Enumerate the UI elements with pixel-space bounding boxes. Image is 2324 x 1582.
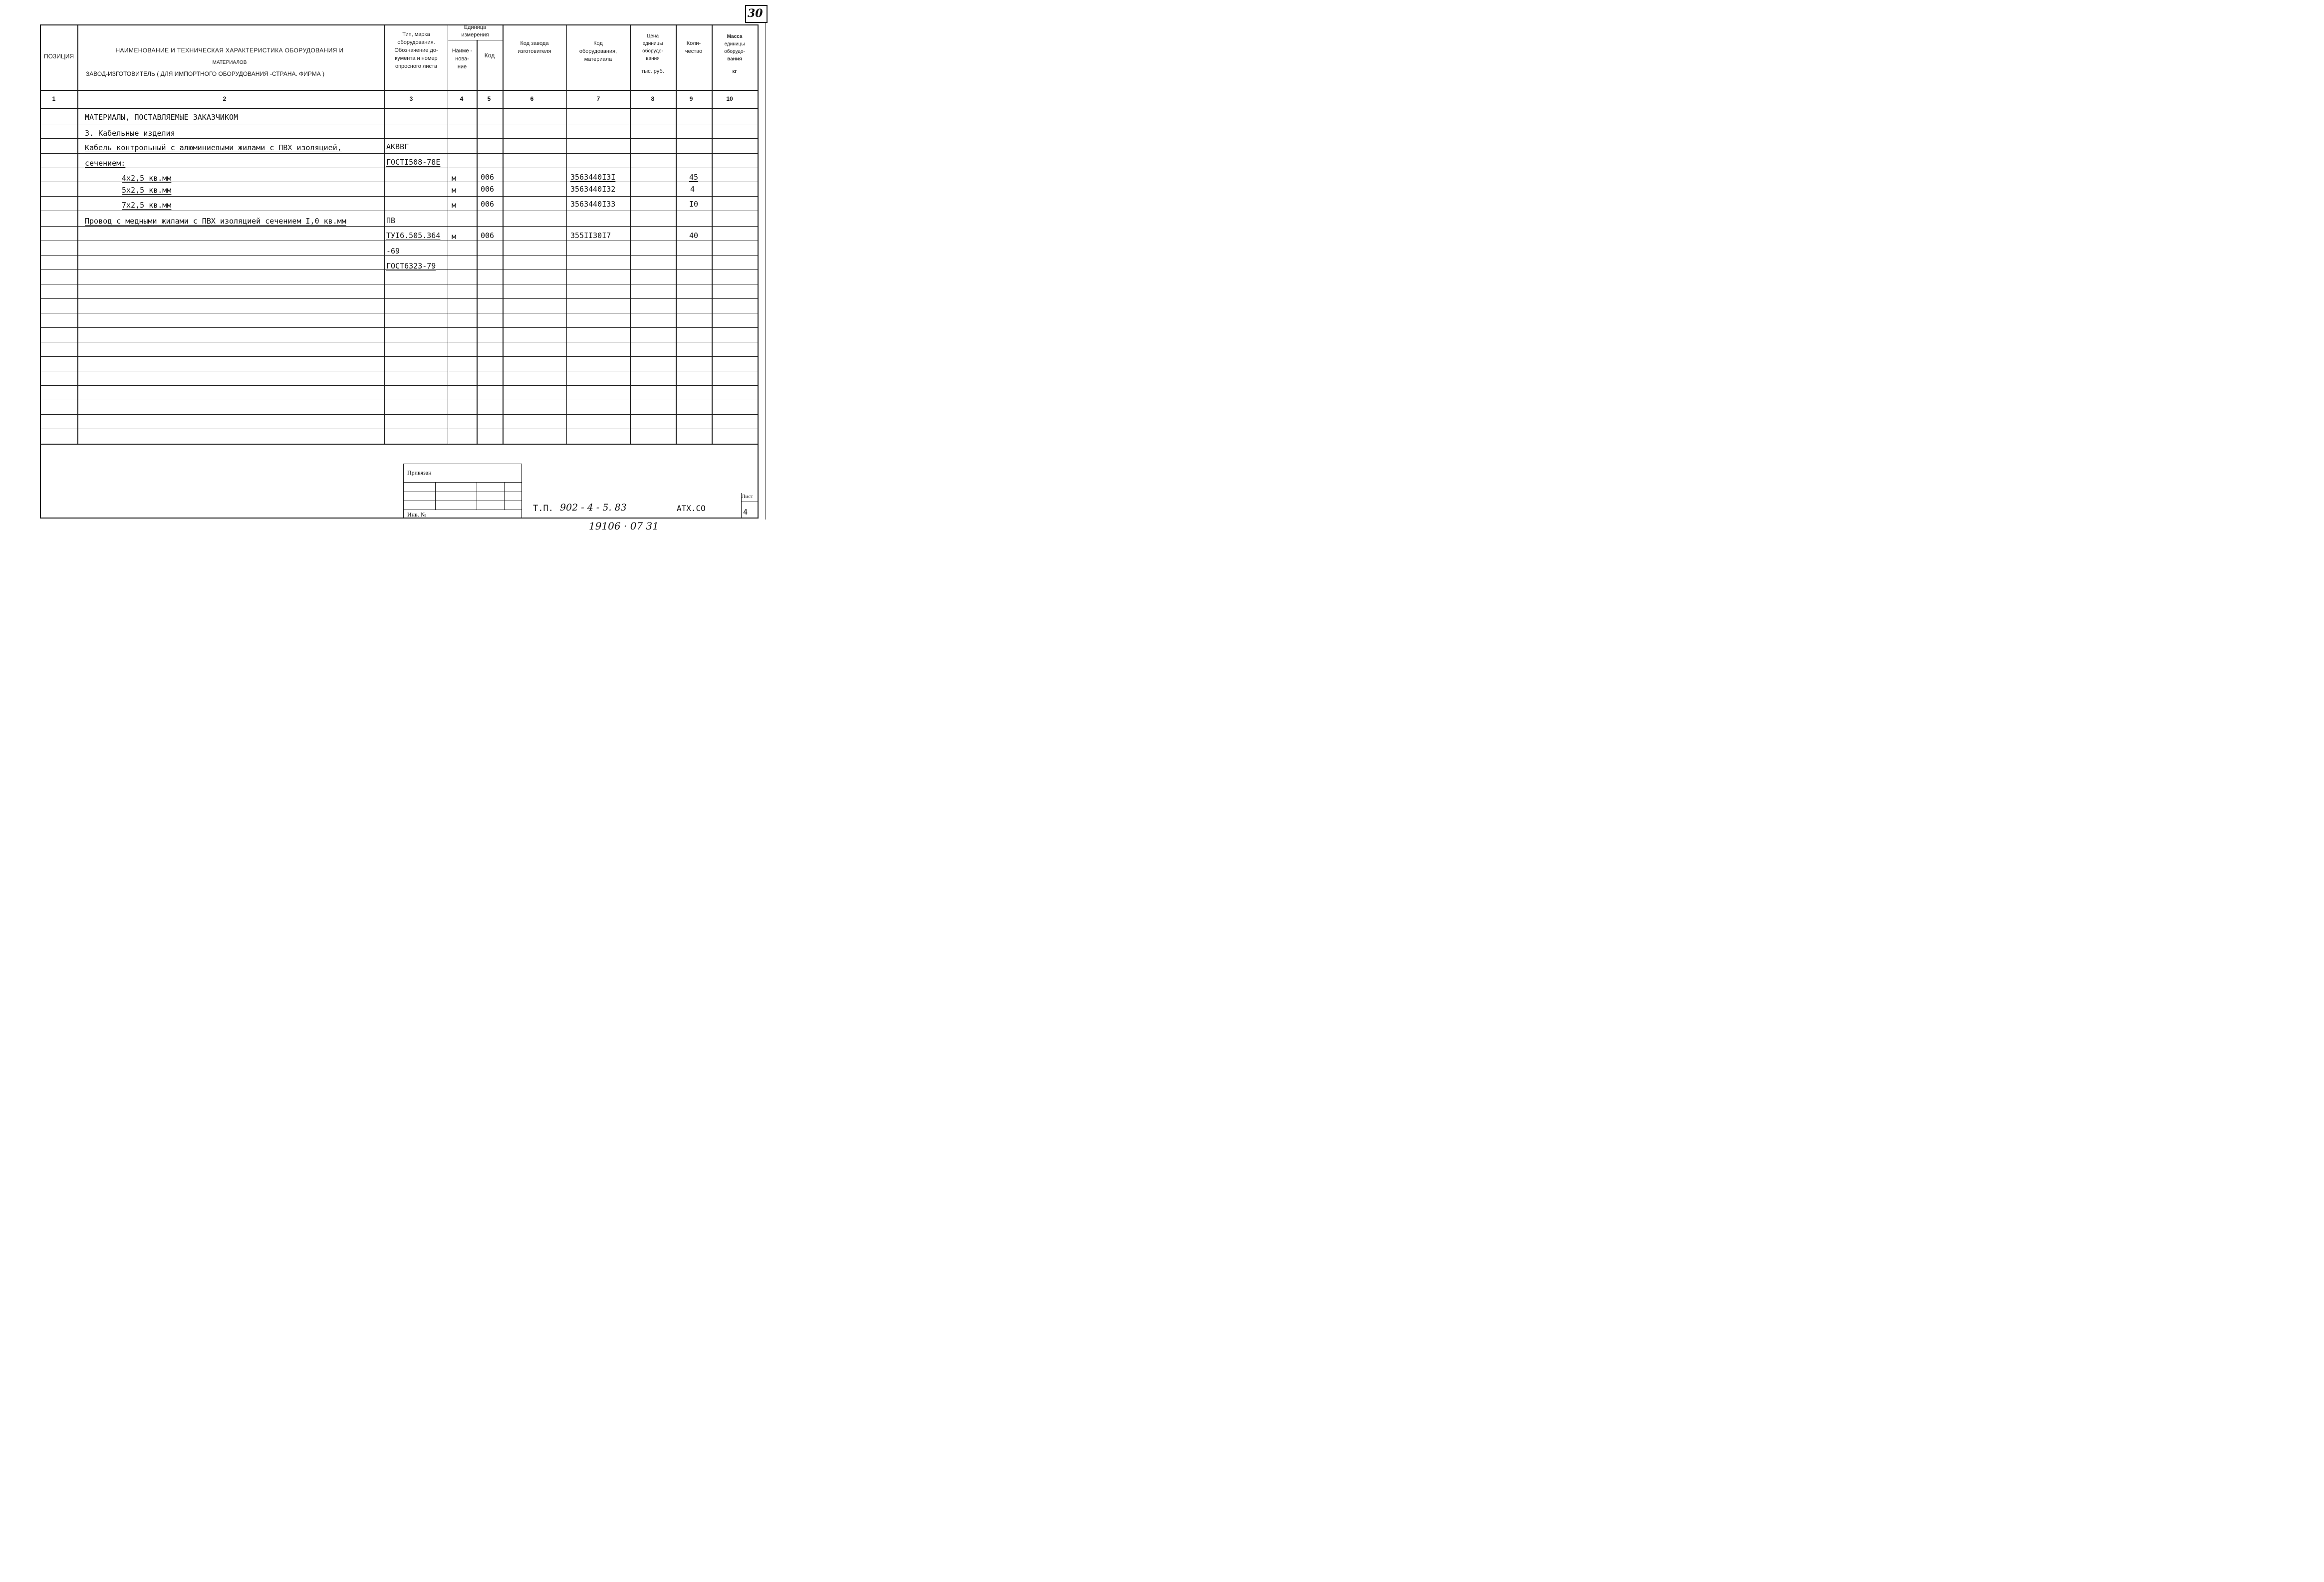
item-code: 3563440I32 <box>570 185 616 194</box>
row-line <box>40 327 759 328</box>
wire-type: ПВ <box>386 216 396 225</box>
col-line <box>566 24 567 445</box>
column-number: 7 <box>596 95 600 102</box>
column-number: 5 <box>487 95 491 102</box>
header-price-3: оборудо- <box>642 48 663 54</box>
col-line <box>503 24 504 445</box>
header-price-2: единицы <box>642 41 663 46</box>
cable-type: АКВВГ <box>386 142 409 151</box>
item-unit: м <box>452 174 457 183</box>
cable-section-label: сечением: <box>85 159 126 168</box>
header-price-1: Цена <box>646 33 659 39</box>
col-line <box>676 24 677 445</box>
item-name: 5х2,5 кв.мм <box>122 186 172 195</box>
column-number: 4 <box>460 95 464 102</box>
row-line <box>40 138 759 139</box>
wire-gost: ГОСТ6323-79 <box>386 262 436 270</box>
stamp-tp-number: 902 - 4 - 5. 83 <box>560 502 627 513</box>
header-qty-1: Коли- <box>686 40 701 46</box>
stamp-inv: Инв. № <box>407 511 427 518</box>
item-unit-code: 006 <box>481 200 495 209</box>
col-line <box>477 40 478 445</box>
header-equip-code-2: оборудования, <box>579 48 617 54</box>
col-line <box>630 24 631 445</box>
header-mass-4: вания <box>727 56 742 62</box>
header-equip-code-3: материала <box>584 56 612 62</box>
item-name: 7х2,5 кв.мм <box>122 201 172 210</box>
header-mass-2: единицы <box>724 41 745 47</box>
column-number: 2 <box>223 95 227 102</box>
item-qty: 4 <box>690 185 695 194</box>
stamp-line <box>435 482 436 510</box>
header-name-line3: ЗАВОД-ИЗГОТОВИТЕЛЬ ( ДЛЯ ИМПОРТНОГО ОБОРУДОВАНИЯ -СТРАНА. ФИРМА ) <box>86 70 325 77</box>
header-qty-2: чество <box>685 48 703 54</box>
wire-qty: 40 <box>689 231 699 240</box>
header-type-3: Обозначение до- <box>394 47 438 53</box>
item-name: 4х2,5 кв.мм <box>122 174 172 183</box>
row-line <box>40 226 759 227</box>
wire-tu-continued: -69 <box>386 247 400 256</box>
column-number: 8 <box>651 95 655 102</box>
item-qty: 45 <box>689 173 699 182</box>
column-number: 1 <box>52 95 56 102</box>
column-number: 6 <box>530 95 534 102</box>
col-line <box>77 24 78 445</box>
stamp-doc-code: АТХ.СО <box>677 504 706 513</box>
header-price-4: вания <box>646 56 660 61</box>
header-type-2: оборудования. <box>397 39 435 45</box>
bottom-handwritten-number: 19106 · 07 31 <box>589 520 659 532</box>
item-code: 3563440I3I <box>570 173 616 182</box>
row-line <box>40 414 759 415</box>
header-type-1: Тип, марка <box>402 31 430 37</box>
colnum-divider <box>40 108 759 109</box>
header-mass-5: кг <box>732 69 737 74</box>
wire-unit-code: 006 <box>481 231 495 240</box>
row-line <box>40 385 759 386</box>
cable-standard: ГОСТI508-78Е <box>386 158 441 167</box>
column-number: 10 <box>726 95 733 102</box>
header-unit-code: Код <box>484 52 495 59</box>
wire-name: Провод с медными жилами с ПВХ изоляцией сечением I,0 кв.мм <box>85 217 346 226</box>
stamp-line <box>504 482 505 510</box>
header-divider <box>40 90 759 91</box>
header-position: ПОЗИЦИЯ <box>44 53 74 60</box>
subsection-title: 3. Кабельные изделия <box>85 129 175 138</box>
header-mass-3: оборудо- <box>724 49 745 54</box>
row-line <box>40 356 759 357</box>
wire-unit: м <box>452 232 457 241</box>
header-name-line2: МАТЕРИАЛОВ <box>212 60 247 65</box>
wire-code: 355II30I7 <box>570 231 611 240</box>
header-type-5: опросного листа <box>395 63 438 69</box>
page-number: 30 <box>748 7 763 20</box>
col-line <box>384 24 385 445</box>
row-line <box>40 196 759 197</box>
wire-tu: ТУI6.505.364 <box>386 231 441 240</box>
header-unit-group-1: Единица <box>464 24 487 30</box>
header-unit-group-2: измерения <box>461 32 489 38</box>
item-code: 3563440I33 <box>570 200 616 209</box>
header-unit-name-2: нова- <box>455 56 469 62</box>
column-number: 9 <box>689 95 693 102</box>
column-number: 3 <box>409 95 413 102</box>
col-line <box>712 24 713 445</box>
item-unit: м <box>452 201 457 210</box>
cable-name: Кабель контрольный с алюминиевыми жилами с ПВХ изоляцией, <box>85 143 342 152</box>
item-unit-code: 006 <box>481 173 495 182</box>
header-equip-code-1: Код <box>593 40 603 46</box>
stamp-sheet-label: Лист <box>742 494 754 500</box>
stamp-sheet-number: 4 <box>743 508 748 517</box>
header-unit-name-3: ние <box>457 64 467 70</box>
item-unit-code: 006 <box>481 185 495 194</box>
header-unit-name-1: Наиме - <box>452 48 473 54</box>
section-title: МАТЕРИАЛЫ, ПОСТАВЛЯЕМЫЕ ЗАКАЗЧИКОМ <box>85 113 239 122</box>
row-line <box>40 153 759 154</box>
header-type-4: кумента и номер <box>395 55 438 61</box>
header-mass-1: Масса <box>727 34 743 39</box>
header-price-5: тыс. руб. <box>641 68 664 74</box>
header-name-line1: НАИМЕНОВАНИЕ И ТЕХНИЧЕСКАЯ ХАРАКТЕРИСТИКА ОБОРУДОВАНИЯ И <box>115 47 344 54</box>
header-mfr-code-2: изготовителя <box>517 48 551 54</box>
stamp-privyazan: Привязан <box>407 469 432 476</box>
header-mfr-code-1: Код завода <box>520 40 549 46</box>
item-unit: м <box>452 186 457 195</box>
row-line <box>40 298 759 299</box>
item-qty: I0 <box>689 200 699 209</box>
stamp-tp-prefix: Т.П. <box>533 504 553 514</box>
